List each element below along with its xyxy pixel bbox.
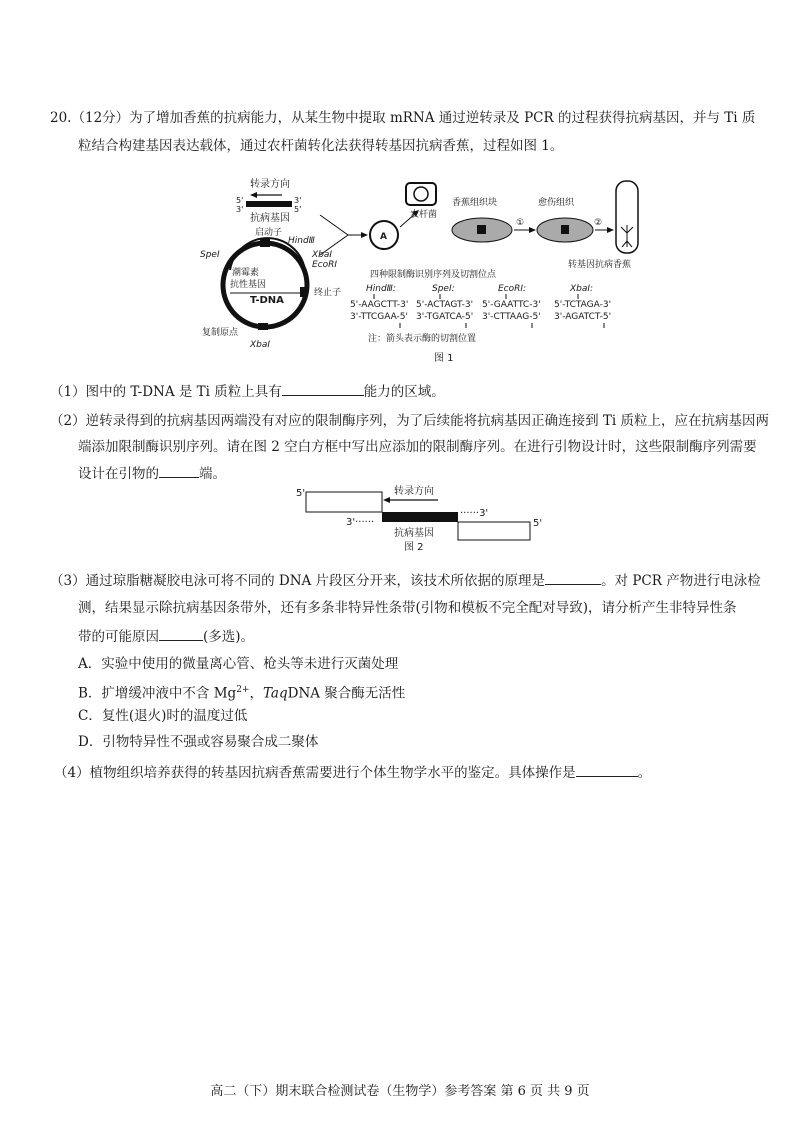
resistance-label-2: 抗性基因 [230,280,267,290]
question-number: 20. [50,110,72,126]
q3-line3 [78,626,254,647]
enzyme-xbai [554,284,611,322]
fig2-left-blank-box [306,492,382,512]
fig2-gene-label: 抗病基因 [394,528,434,539]
fig1-gene-bar [246,201,292,207]
enzyme-ecori [482,284,541,322]
fig1-direction-label: 转录方向 [250,179,290,190]
option-b-prefix: B．扩增缓冲液中不含 Mg [78,685,237,702]
q3-prefix: （3）通过琼脂糖凝胶电泳可将不同的 DNA 片段区分开来，该技术所依据的原理是 [50,573,546,589]
fig1-5prime-right: 5' [294,205,302,214]
enzyme-title: 四种限制酶识别序列及切割位点 [370,270,497,280]
q2-line2: 端添加限制酶识别序列。请在图 2 空白方框中写出应添加的限制酶序列。在进行引物设计时，这些限制酶序列需要 [78,439,757,455]
q1-blank[interactable] [282,381,364,396]
enzyme-top-seq: 5'-AAGCTT-3' [350,300,409,310]
terminator-label: 终止子 [314,288,342,298]
origin-label: 复制原点 [202,328,239,338]
spei-label: SpeⅠ [200,250,220,260]
fig2-5prime-left: 5' [296,488,306,499]
q4-prefix: （4）植物组织培养获得的转基因抗病香蕉需要进行个体生物学水平的鉴定。具体操作是 [54,765,576,781]
question-score: （12分） [71,110,130,126]
q3-prefix-2: 带的可能原因 [78,629,159,645]
xbai-label: XbaⅠ [312,250,333,260]
figure-1 [190,175,650,370]
q3-suffix: 。对 PCR 产物进行电泳检 [601,573,761,589]
option-b-sup: 2+ [236,685,250,695]
enzyme-name: EcoRⅠ: [498,284,527,294]
figure1-caption: 图 1 [434,353,454,364]
enzyme-name: XbaⅠ: [570,284,594,294]
step-1: ① [516,218,525,228]
fig1-5prime-left: 5' [236,196,244,205]
q2-suffix: 端。 [199,466,226,482]
banana-tissue-label: 香蕉组织块 [452,198,498,208]
q3-blank-1[interactable] [545,570,601,585]
q3-suffix-2: (多选)。 [203,629,255,645]
question-intro-1: 为了增加香蕉的抗病能力，从某生物中提取 mRNA 通过逆转录及 PCR 的过程获得抗病基因，并与 Ti 质 [129,110,756,126]
step-2: ② [594,218,603,228]
enzyme-note: 注：箭头表示酶的切割位置 [368,334,477,344]
enzyme-top-seq: 5'-GAATTC-3' [482,300,541,310]
fig1-3prime-right: 3' [294,196,302,205]
fig1-gene-label: 抗病基因 [250,213,290,224]
construct-a-label: A [380,232,387,242]
fig1-3prime-left: 3' [236,205,244,214]
figure-2 [290,480,550,560]
q1-prefix: （1）图中的 T-DNA 是 Ti 质粒上具有 [50,384,282,400]
callus-label: 愈伤组织 [538,198,575,208]
q2-line1: （2）逆转录得到的抗病基因两端没有对应的限制酶序列，为了后续能将抗病基因正确连接到 Ti 质粒上，应在抗病基因两 [50,413,769,429]
q2-line3 [78,463,226,484]
figure2-caption: 图 2 [404,542,424,553]
q2-prefix: 设计在引物的 [78,466,159,482]
enzyme-top-seq: 5'-ACTAGT-3' [416,300,474,310]
q4-blank[interactable] [576,762,638,777]
q3-blank-2[interactable] [159,626,203,641]
fig2-direction: 转录方向 [394,486,434,497]
q2-blank[interactable] [159,463,199,478]
q4-suffix: 。 [637,765,652,781]
enzyme-name: SpeⅠ: [432,284,455,294]
question-stem-line2: 粒结合构建基因表达载体，通过农杆菌转化法获得转基因抗病香蕉，过程如图 1。 [78,138,564,154]
option-b-mid: ， [249,685,263,702]
option-a: A．实验中使用的微量离心管、枪头等未进行灭菌处理 [78,656,399,672]
enzyme-spei [416,284,473,322]
fig2-5prime-right: 5' [533,518,543,529]
fig2-3prime-left: 3'······ [346,517,375,528]
xbai-bottom-label: XbaⅠ [250,340,271,350]
transgenic-banana-label: 转基因抗病香蕉 [568,260,632,270]
q4-line [54,762,651,783]
q3-line2: 测，结果显示除抗病基因条带外，还有多条非特异性条带(引物和模板不完全配对导致)，请分析产生非特异性条 [78,600,737,616]
option-c: C．复性(退火)时的温度过低 [78,708,248,724]
enzyme-hindiii [350,284,408,322]
option-b-taq: Taq [262,685,288,702]
option-b [78,680,405,704]
q1-suffix: 能力的区域。 [363,384,445,400]
enzyme-bottom-seq: 3'-TTCGAA-5' [350,312,409,322]
resistance-label-1: 潮霉素 [232,268,260,278]
agrobacterium-label: 农杆菌 [410,210,438,220]
enzyme-top-seq: 5'-TCTAGA-3' [554,300,612,310]
option-b-suffix: DNA 聚合酶无活性 [287,685,406,702]
enzyme-name: HindⅢ: [366,284,396,294]
tdna-label: T-DNA [250,295,284,306]
q1-line [50,381,445,402]
page-footer: 高二（下）期末联合检测试卷（生物学）参考答案 第 6 页 共 9 页 [210,1084,590,1099]
ecori-label: EcoRⅠ [312,260,338,270]
enzyme-bottom-seq: 3'-CTTAAG-5' [482,312,541,322]
q3-line1 [50,570,761,591]
enzyme-bottom-seq: 3'-AGATCT-5' [554,312,612,322]
enzyme-bottom-seq: 3'-TGATCA-5' [416,312,474,322]
fig2-3prime-right: ······3' [460,508,489,519]
fig2-gene-bar [382,512,458,522]
hindiii-label: HindⅢ [288,236,315,246]
fig2-right-blank-box [458,522,530,540]
option-d: D．引物特异性不强或容易聚合成二聚体 [78,734,319,750]
promoter-label: 启动子 [255,228,283,238]
question-stem-line1 [50,108,755,128]
